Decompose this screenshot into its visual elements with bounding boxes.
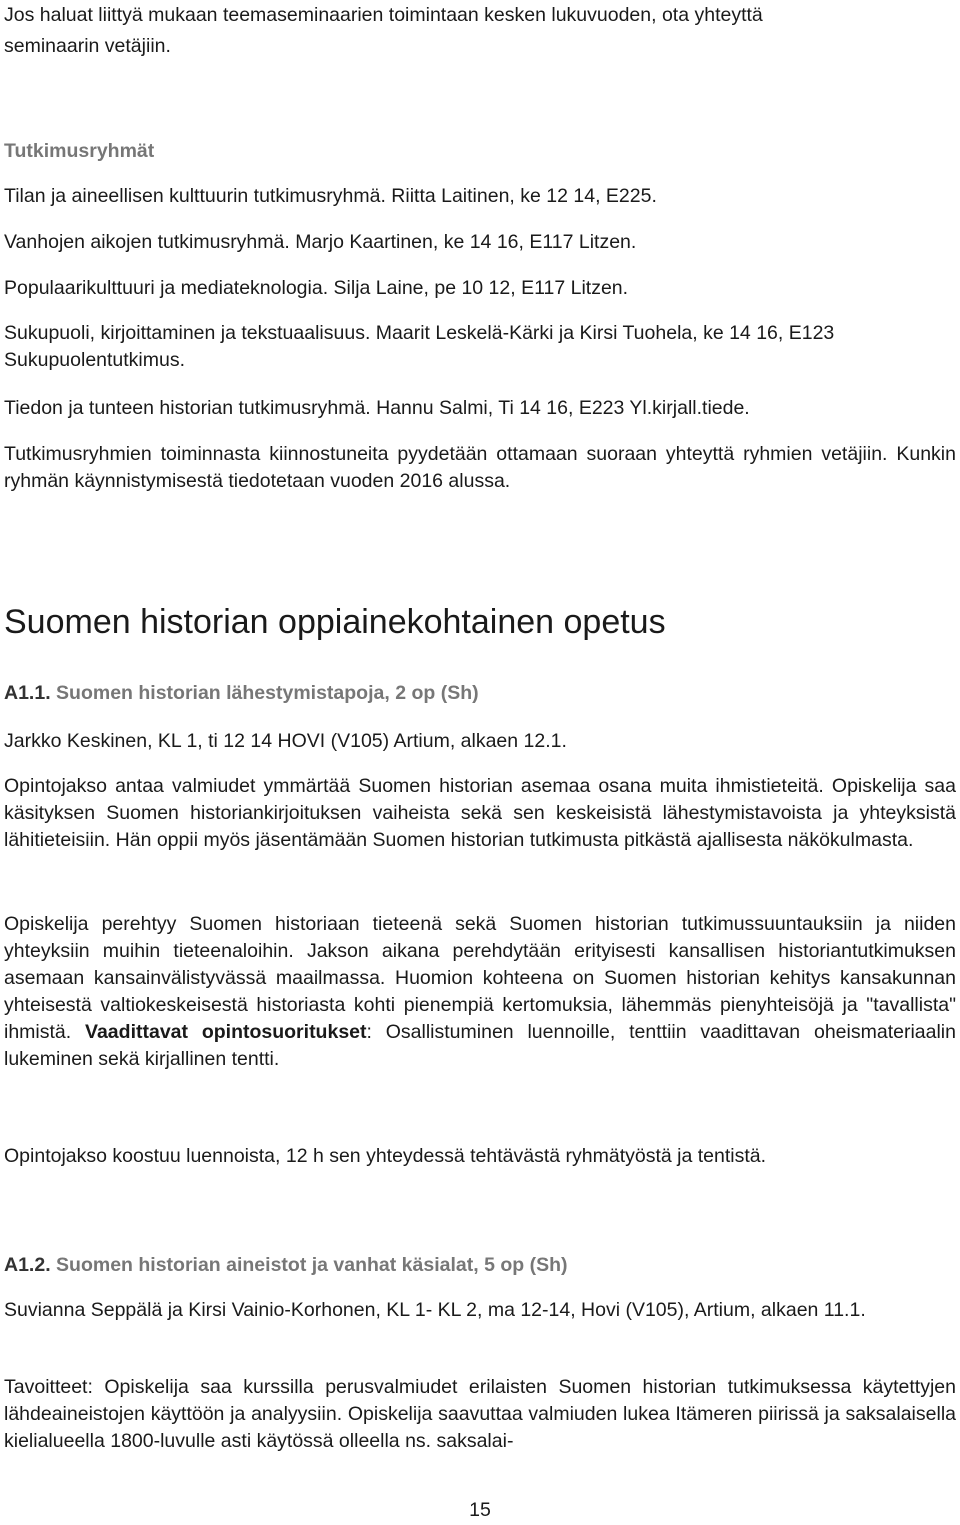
research-group-item: Tiedon ja tunteen historian tutkimusryhmä. Hannu Salmi, Ti 14 16, E223 Yl.kirjall.tiede.	[4, 397, 750, 419]
course-2-paragraph-1: Tavoitteet: Opiskelija saa kurssilla perusvalmiudet erilaisten Suomen historian tutkimuksessa käytettyjen lähdeaineistojen käyttöön ja analyysiin. Opiskelija saavuttaa valmiuden lukea Itämeren piirissä ja saksalaisella kielialueella 1800-luvulle asti käytössä olleella ns. saksalai-	[4, 1376, 956, 1452]
research-groups-note: Tutkimusryhmien toiminnasta kiinnostuneita pyydetään ottamaan suoraan yhteyttä ryhmien vetäjiin. Kunkin ryhmän käynnistymisestä tiedotetaan vuoden 2016 alussa.	[4, 443, 956, 492]
course-1-title: Suomen historian lähestymistapoja, 2 op (Sh)	[56, 682, 479, 704]
research-group-item: Tilan ja aineellisen kulttuurin tutkimusryhmä. Riitta Laitinen, ke 12 14, E225.	[4, 185, 657, 207]
page-number: 15	[469, 1499, 491, 1521]
course-1-paragraph-1: Opintojakso antaa valmiudet ymmärtää Suomen historian asemaa osana muita ihmistieteitä. Opiskelija saa käsityksen Suomen historiankirjoituksen vaiheista sekä sen keskeisistä lähestymistavoista ja yhteyksistä lähitieteisiin. Hän oppii myös jäsentämään Suomen historian tutkimusta pitkästä ajallisesta näkökulmasta.	[4, 775, 956, 851]
intro-line-2: seminaarin vetäjiin.	[4, 35, 171, 57]
course-2-heading	[4, 1252, 567, 1279]
section-title: Suomen historian oppiainekohtainen opetus	[4, 603, 666, 641]
research-group-item: Populaarikulttuuri ja mediateknologia. Silja Laine, pe 10 12, E117 Litzen.	[4, 277, 629, 299]
research-group-item: Sukupuoli, kirjoittaminen ja tekstuaalisuus. Maarit Leskelä-Kärki ja Kirsi Tuohela, ke 14 16, E123 Sukupuolentutkimus.	[4, 322, 835, 371]
intro-line-1: Jos haluat liittyä mukaan teemaseminaarien toimintaan kesken lukuvuoden, ota yhteyttä	[4, 4, 763, 26]
course-2-teacher: Suvianna Seppälä ja Kirsi Vainio-Korhonen, KL 1- KL 2, ma 12-14, Hovi (V105), Artium, alkaen 11.1.	[4, 1299, 866, 1321]
course-1-paragraph-3: Opintojakso koostuu luennoista, 12 h sen yhteydessä tehtävästä ryhmätyöstä ja tentistä.	[4, 1145, 767, 1167]
requirements-label: Vaadittavat opintosuoritukset	[85, 1021, 367, 1043]
research-group-item: Vanhojen aikojen tutkimusryhmä. Marjo Kaartinen, ke 14 16, E117 Litzen.	[4, 231, 637, 253]
course-2-title: Suomen historian aineistot ja vanhat käsialat, 5 op (Sh)	[56, 1254, 568, 1276]
research-groups-heading: Tutkimusryhmät	[4, 140, 155, 162]
requirements-text: : Osallistuminen luennoille, tenttiin vaadittavan oheismateriaalin lukeminen sekä kirjallinen tentti.	[4, 1021, 956, 1070]
course-1-code: A1.1.	[4, 682, 51, 704]
course-1-teacher: Jarkko Keskinen, KL 1, ti 12 14 HOVI (V105) Artium, alkaen 12.1.	[4, 730, 567, 752]
course-1-heading	[4, 680, 479, 707]
course-2-code: A1.2.	[4, 1254, 51, 1276]
course-1-paragraph-2-text: Opiskelija perehtyy Suomen historiaan tieteenä sekä Suomen historian tutkimussuuntauksiin ja niiden yhteyksiin muihin tieteenaloihin. Jakson aikana perehdytään erityisesti kansallisen historiantutkimuksen asemaan kansainvälistyvässä maailmassa. Huomion kohteena on Suomen historian kehitys kansakunnan yhteisestä valtiokeskeisestä historiasta kohti pienempiä kertomuksia, lähemmäs pienyhteisöjä ja "tavallista" ihmistä.	[4, 913, 956, 1043]
course-1-paragraph-2	[4, 911, 956, 1073]
